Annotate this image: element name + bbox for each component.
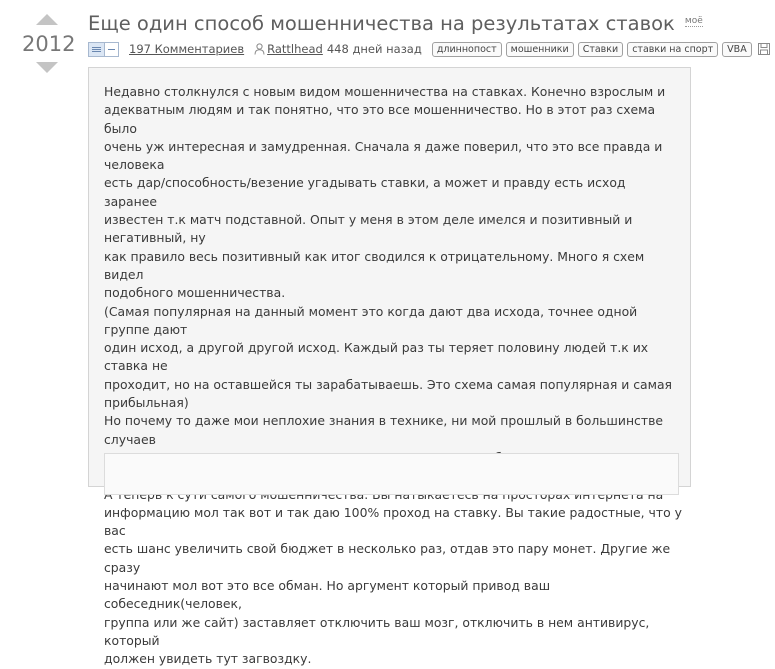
comments-link[interactable]: 197 Комментариев — [129, 42, 245, 56]
post-content — [88, 67, 691, 667]
body-line: начинают мол вот это все обман. Но аргумент который привод ваш собеседник(человек, — [104, 578, 551, 612]
tag-item[interactable]: VBA — [722, 42, 752, 57]
save-icon[interactable] — [758, 43, 770, 55]
vote-widget — [22, 14, 76, 73]
body-line: информацию мол так вот и так даю 100% проход на ставку. Вы такие радостные, что у вас — [104, 504, 682, 539]
collapsed-view-icon[interactable] — [105, 43, 118, 56]
mine-label[interactable]: моё — [684, 16, 703, 26]
body-line: есть дар/способность/везение угадывать ставки, а может и правду есть исход заранее — [104, 175, 626, 209]
body-line: проходит, но на оставшейся ты зарабатываешь. Это схема самая популярная и самая — [104, 376, 673, 392]
body-line: один исход, а другой другой исход. Каждый раз ты теряет половину людей т.к их ставка не — [104, 340, 649, 374]
body-line: Недавно столкнулся с новым видом мошенничества на ставках. Конечно взрослым и — [104, 84, 666, 99]
post-header — [88, 12, 703, 35]
post-meta — [88, 40, 770, 58]
post-age: 448 дней назад — [326, 42, 422, 56]
body-line: прибыльная) — [104, 395, 189, 411]
body-line: очень уж интересная и замудренная. Сначала я даже поверил, что это все правда и человека — [104, 138, 663, 173]
upvote-arrow-icon[interactable] — [36, 14, 58, 25]
body-line: (Самая популярная на данный момент это когда дают два исхода, точнее одной группе дают — [104, 303, 638, 337]
body-line: известен т.к матч подставной. Опыт у меня в этом деле имелся и позитивный и негативный, ну — [104, 212, 633, 246]
rating-value: 2012 — [22, 32, 76, 56]
body-line: Но почему то даже мои неплохие знания в технике, ни мой прошлый в большинстве случаев — [104, 413, 664, 447]
tag-item[interactable]: ставки на спорт — [627, 42, 718, 57]
author-link[interactable]: Rattlhead — [267, 42, 323, 56]
expanded-view-icon[interactable] — [89, 43, 105, 56]
body-line: есть шанс увеличить свой бюджет в несколько раз, отдав это пару монет. Другие же сразу — [104, 541, 671, 575]
tag-item[interactable]: мошенники — [506, 42, 574, 57]
body-line: подобного мошенничества. — [104, 285, 286, 301]
post-body — [104, 83, 682, 669]
tag-item[interactable]: длиннопост — [432, 42, 502, 57]
view-toggle[interactable] — [88, 42, 119, 57]
user-icon — [254, 43, 265, 55]
embedded-content-box — [104, 453, 679, 495]
body-line: адекватным людям и так понятно, что это все мошенничество. Но в этот раз схема было — [104, 102, 656, 136]
body-line: должен увидеть тут загвоздку. — [104, 651, 312, 667]
downvote-arrow-icon[interactable] — [36, 62, 58, 73]
tag-item[interactable]: Ставки — [578, 42, 624, 57]
body-line: группа или же сайт) заставляет отключить ваш мозг, отключить в нем антивирус, который — [104, 614, 650, 648]
body-line: как правило весь позитивный как итог сводился к отрицательному. Много я схем видел — [104, 248, 645, 282]
post-title[interactable]: Еще один способ мошенничества на результатах ставок — [88, 12, 675, 35]
